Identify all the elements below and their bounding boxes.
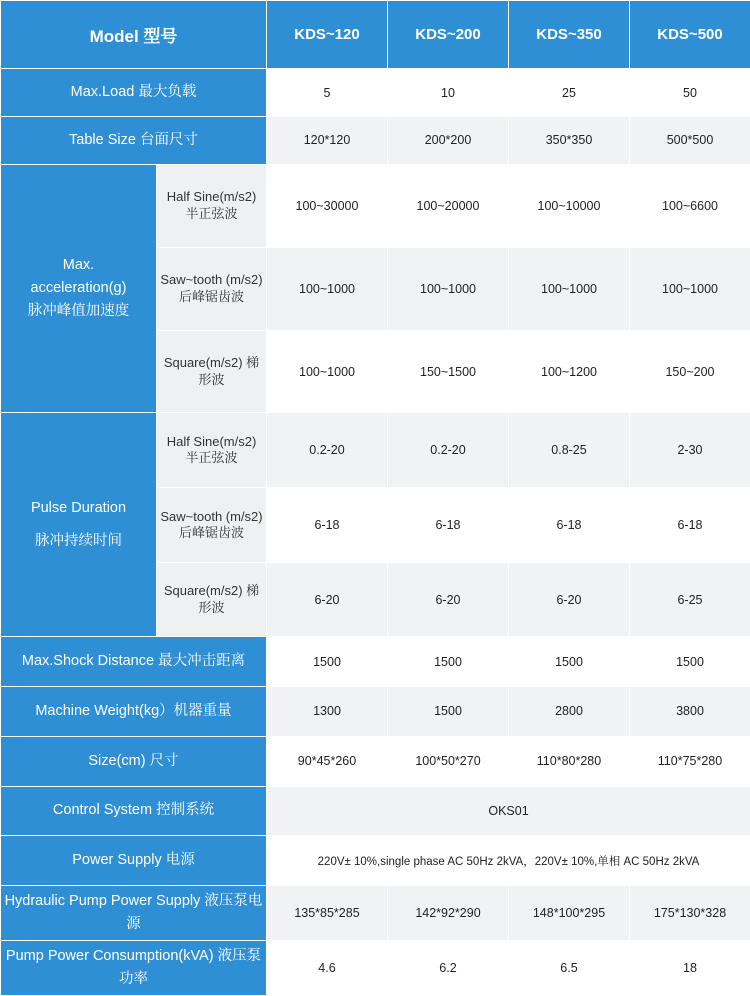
cell-maxacc-square-3: 100~1200 <box>509 330 630 413</box>
cell-max-load-2: 10 <box>388 69 509 117</box>
row-label-max-load: Max.Load 最大负载 <box>1 69 267 117</box>
cell-max-load-3: 25 <box>509 69 630 117</box>
cell-table-size-1: 120*120 <box>267 117 388 165</box>
sublabel-max-acceleration-square: Square(m/s2) 梯形波 <box>157 330 267 413</box>
cell-max-load-4: 50 <box>630 69 750 117</box>
cell-table-size-4: 500*500 <box>630 117 750 165</box>
row-label-power-supply: Power Supply 电源 <box>1 836 267 886</box>
sublabel-pulse-duration-sawtooth: Saw~tooth (m/s2) 后峰锯齿波 <box>157 488 267 563</box>
cell-pulse-square-4: 6-25 <box>630 562 750 637</box>
pulse-duration-label-line2: 脉冲持续时间 <box>35 532 122 549</box>
cell-maxacc-halfsine-4: 100~6600 <box>630 164 750 247</box>
cell-pulse-sawtooth-1: 6-18 <box>267 488 388 563</box>
table-row-machine-weight <box>1 687 750 737</box>
sublabel-pulse-duration-halfsine: Half Sine(m/s2) 半正弦波 <box>157 413 267 488</box>
cell-hydraulic-3: 148*100*295 <box>509 886 630 941</box>
pulse-duration-label-line1: Pulse Duration <box>30 499 127 516</box>
cell-pump-power-1: 4.6 <box>267 941 388 996</box>
table-row-control-system <box>1 786 750 836</box>
table-row-hydraulic-pump-power-supply <box>1 886 750 941</box>
cell-size-4: 110*75*280 <box>630 736 750 786</box>
cell-maxacc-sawtooth-4: 100~1000 <box>630 247 750 330</box>
table-row-max-load <box>1 69 750 117</box>
cell-shock-distance-3: 1500 <box>509 637 630 687</box>
row-label-machine-weight: Machine Weight(kg）机器重量 <box>1 687 267 737</box>
cell-maxacc-sawtooth-3: 100~1000 <box>509 247 630 330</box>
cell-table-size-2: 200*200 <box>388 117 509 165</box>
table-row-pulse-duration-halfsine <box>1 413 750 488</box>
cell-maxacc-square-4: 150~200 <box>630 330 750 413</box>
table-row-size <box>1 736 750 786</box>
cell-hydraulic-4: 175*130*328 <box>630 886 750 941</box>
sublabel-pulse-duration-square: Square(m/s2) 梯形波 <box>157 562 267 637</box>
cell-pump-power-2: 6.2 <box>388 941 509 996</box>
cell-shock-distance-4: 1500 <box>630 637 750 687</box>
cell-shock-distance-1: 1500 <box>267 637 388 687</box>
cell-control-system: OKS01 <box>267 786 750 836</box>
cell-pump-power-4: 18 <box>630 941 750 996</box>
cell-size-1: 90*45*260 <box>267 736 388 786</box>
sublabel-max-acceleration-halfsine: Half Sine(m/s2) 半正弦波 <box>157 164 267 247</box>
header-model-label: Model 型号 <box>1 1 267 69</box>
cell-machine-weight-1: 1300 <box>267 687 388 737</box>
cell-max-load-1: 5 <box>267 69 388 117</box>
table-row-max-acceleration-halfsine <box>1 164 750 247</box>
cell-pulse-square-3: 6-20 <box>509 562 630 637</box>
cell-pulse-halfsine-4: 2-30 <box>630 413 750 488</box>
cell-pulse-square-2: 6-20 <box>388 562 509 637</box>
cell-machine-weight-4: 3800 <box>630 687 750 737</box>
cell-table-size-3: 350*350 <box>509 117 630 165</box>
table-row-pump-power-consumption <box>1 941 750 996</box>
row-label-pump-power-consumption: Pump Power Consumption(kVA) 液压泵功率 <box>1 941 267 996</box>
cell-machine-weight-2: 1500 <box>388 687 509 737</box>
max-acceleration-label-line1: Max. <box>62 256 95 273</box>
cell-power-supply: 220V± 10%,single phase AC 50Hz 2kVA，220V± 10%,单相 AC 50Hz 2kVA <box>267 836 750 886</box>
cell-pulse-halfsine-2: 0.2-20 <box>388 413 509 488</box>
cell-pulse-halfsine-3: 0.8-25 <box>509 413 630 488</box>
row-label-control-system: Control System 控制系统 <box>1 786 267 836</box>
cell-maxacc-halfsine-1: 100~30000 <box>267 164 388 247</box>
row-label-table-size: Table Size 台面尺寸 <box>1 117 267 165</box>
cell-pulse-sawtooth-4: 6-18 <box>630 488 750 563</box>
table-row-max-shock-distance <box>1 637 750 687</box>
table-row-table-size <box>1 117 750 165</box>
header-col-kds200: KDS~200 <box>388 1 509 69</box>
header-col-kds120: KDS~120 <box>267 1 388 69</box>
row-label-max-acceleration <box>1 164 157 413</box>
cell-maxacc-sawtooth-1: 100~1000 <box>267 247 388 330</box>
cell-machine-weight-3: 2800 <box>509 687 630 737</box>
table-row-power-supply <box>1 836 750 886</box>
cell-pulse-square-1: 6-20 <box>267 562 388 637</box>
cell-maxacc-square-1: 100~1000 <box>267 330 388 413</box>
row-label-hydraulic-pump-power-supply: Hydraulic Pump Power Supply 液压泵电源 <box>1 886 267 941</box>
cell-pulse-sawtooth-2: 6-18 <box>388 488 509 563</box>
cell-maxacc-halfsine-2: 100~20000 <box>388 164 509 247</box>
row-label-max-shock-distance: Max.Shock Distance 最大冲击距离 <box>1 637 267 687</box>
cell-size-2: 100*50*270 <box>388 736 509 786</box>
cell-hydraulic-2: 142*92*290 <box>388 886 509 941</box>
cell-pump-power-3: 6.5 <box>509 941 630 996</box>
cell-maxacc-halfsine-3: 100~10000 <box>509 164 630 247</box>
max-acceleration-label-line2: acceleration(g) <box>30 280 127 297</box>
sublabel-max-acceleration-sawtooth: Saw~tooth (m/s2) 后峰锯齿波 <box>157 247 267 330</box>
cell-maxacc-sawtooth-2: 100~1000 <box>388 247 509 330</box>
cell-maxacc-square-2: 150~1500 <box>388 330 509 413</box>
row-label-size: Size(cm) 尺寸 <box>1 736 267 786</box>
cell-pulse-halfsine-1: 0.2-20 <box>267 413 388 488</box>
max-acceleration-label-line3: 脉冲峰值加速度 <box>27 303 130 320</box>
cell-pulse-sawtooth-3: 6-18 <box>509 488 630 563</box>
cell-shock-distance-2: 1500 <box>388 637 509 687</box>
row-label-pulse-duration <box>1 413 157 637</box>
cell-hydraulic-1: 135*85*285 <box>267 886 388 941</box>
cell-size-3: 110*80*280 <box>509 736 630 786</box>
table-header-row <box>1 1 750 69</box>
header-col-kds350: KDS~350 <box>509 1 630 69</box>
header-col-kds500: KDS~500 <box>630 1 750 69</box>
